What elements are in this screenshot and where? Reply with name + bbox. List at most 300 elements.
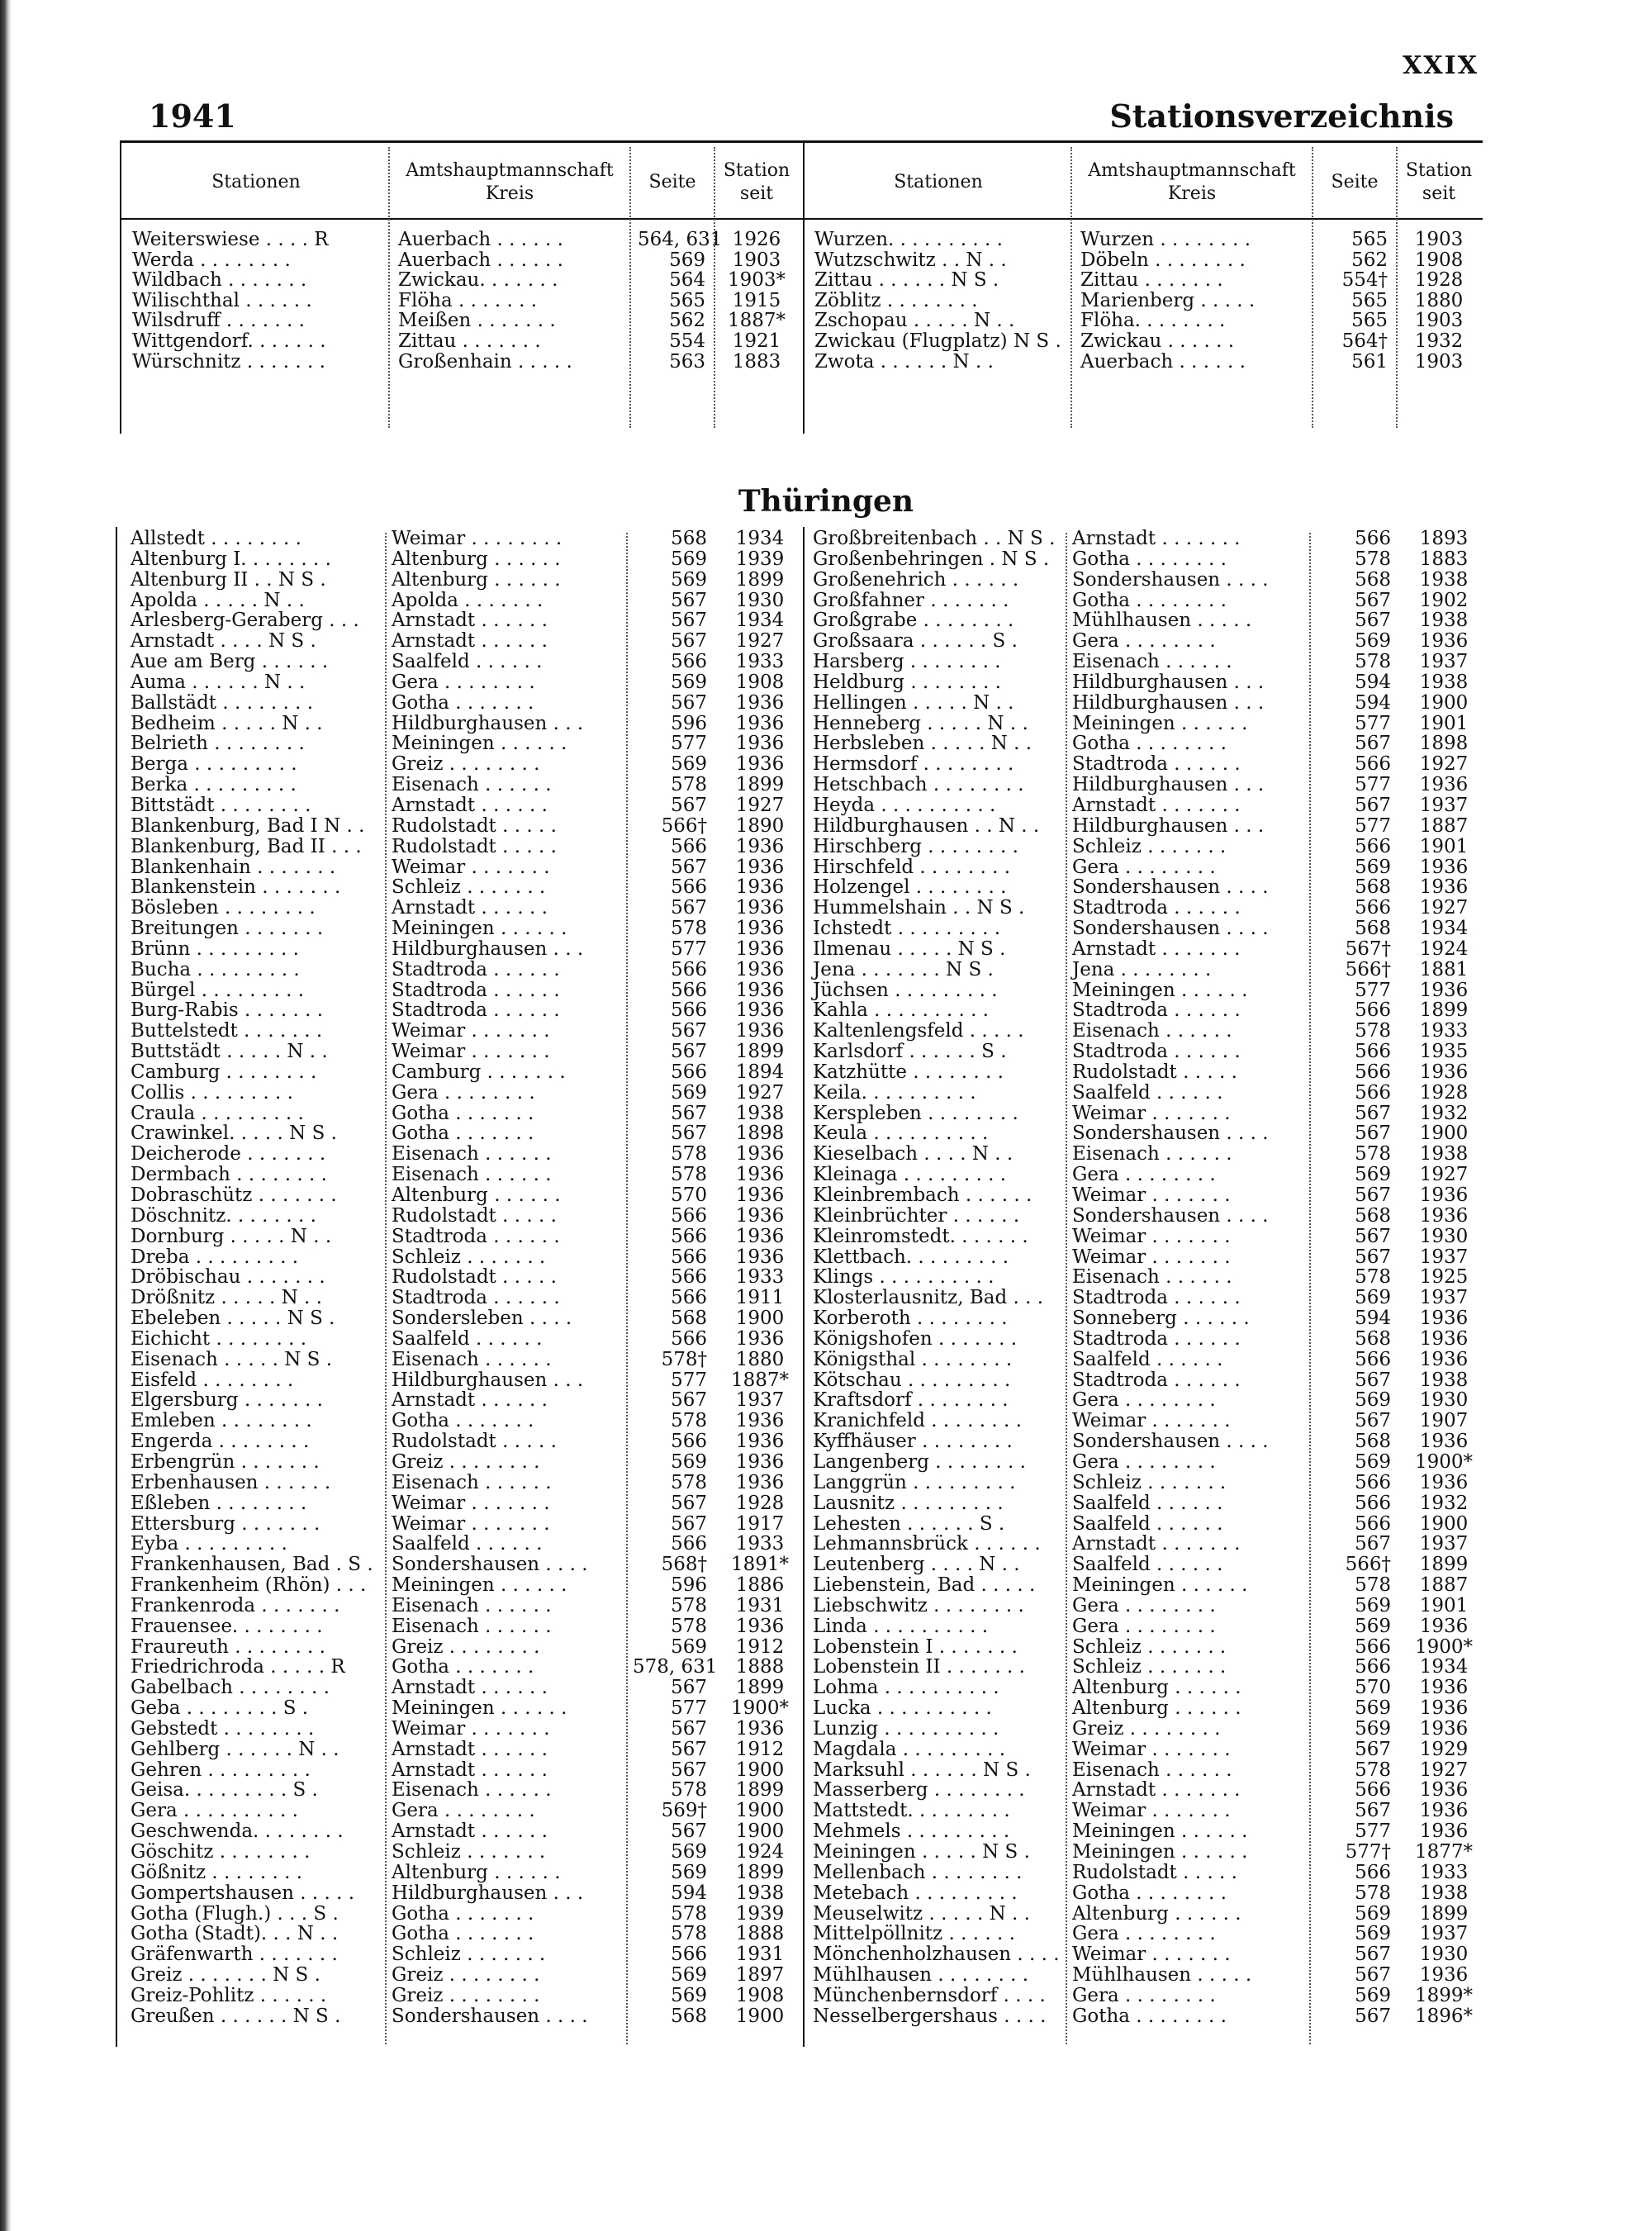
station-seit: 1938 bbox=[735, 1102, 785, 1124]
table-row bbox=[131, 2006, 801, 2027]
station-name: Kerspleben . . . . . . . . bbox=[813, 1102, 1018, 1124]
station-name: Erbengrün . . . . . . . bbox=[131, 1450, 320, 1473]
table-row bbox=[131, 939, 801, 960]
table-row bbox=[131, 1821, 801, 1842]
header-bottom-rule bbox=[120, 218, 1483, 220]
station-seit: 1901 bbox=[1419, 712, 1469, 734]
table-row bbox=[131, 1165, 801, 1185]
thueringen-left-column bbox=[131, 529, 801, 2027]
seite: 577 bbox=[671, 937, 707, 960]
seite: 578 bbox=[671, 1410, 707, 1432]
station-seit: 1936 bbox=[735, 712, 785, 734]
kreis: Altenburg . . . . . . bbox=[1072, 1677, 1241, 1699]
station-name: Lehesten . . . . . . S . bbox=[813, 1512, 1005, 1535]
station-name: Fraureuth . . . . . . . . bbox=[131, 1635, 325, 1658]
station-seit: 1894 bbox=[735, 1061, 785, 1083]
station-seit: 1899 bbox=[735, 1861, 785, 1883]
station-name: Altenburg II . . N S . bbox=[131, 568, 326, 591]
table-row bbox=[813, 1698, 1483, 1719]
seite: 566 bbox=[671, 958, 707, 980]
table-row bbox=[813, 1062, 1483, 1083]
seite: 566 bbox=[1355, 835, 1391, 857]
header-stationen-label: Stationen bbox=[211, 172, 301, 192]
station-seit: 1900 bbox=[735, 1820, 785, 1843]
station-name: Kötschau . . . . . . . . . bbox=[813, 1369, 1011, 1391]
station-name: Linda . . . . . . . . . . bbox=[813, 1615, 989, 1637]
seite: 568 bbox=[1355, 1431, 1391, 1453]
seite: 569† bbox=[661, 1800, 707, 1822]
table-row bbox=[131, 1534, 801, 1555]
station-name: Heyda . . . . . . . . . . bbox=[813, 794, 996, 816]
station-name: Auma . . . . . . N . . bbox=[131, 671, 306, 693]
kreis: Saalfeld . . . . . . bbox=[392, 1327, 543, 1350]
kreis: Greiz . . . . . . . . bbox=[392, 753, 540, 776]
station-name: Eisfeld . . . . . . . . bbox=[131, 1369, 294, 1391]
table-row bbox=[813, 1021, 1483, 1042]
seite: 566 bbox=[1355, 999, 1391, 1022]
station-name: Gößnitz . . . . . . . . bbox=[131, 1861, 303, 1883]
station-seit: 1900 bbox=[735, 1759, 785, 1781]
table-row bbox=[131, 1924, 801, 1944]
station-seit: 1933 bbox=[1419, 1020, 1469, 1042]
seite: 566 bbox=[671, 1204, 707, 1227]
table-row bbox=[131, 570, 801, 591]
kreis: Flöha . . . . . . . bbox=[398, 289, 538, 311]
table-row bbox=[813, 919, 1483, 939]
station-seit: 1925 bbox=[1419, 1266, 1469, 1289]
table-row bbox=[131, 1144, 801, 1165]
station-seit: 1929 bbox=[1419, 1738, 1469, 1760]
seite: 567 bbox=[1355, 794, 1391, 816]
kreis: Eisenach . . . . . . bbox=[392, 1164, 552, 1186]
table-row bbox=[131, 1944, 801, 1965]
station-name: Wurzen. . . . . . . . . . bbox=[814, 229, 1003, 250]
kreis: Meiningen . . . . . . bbox=[1072, 1820, 1248, 1843]
station-name: Herbsleben . . . . . N . . bbox=[813, 733, 1032, 755]
kreis: Schleiz . . . . . . . bbox=[392, 876, 546, 899]
kreis: Arnstadt . . . . . . . bbox=[1072, 1779, 1241, 1801]
station-seit: 1888 bbox=[735, 1923, 785, 1945]
kreis: Sondershausen . . . . bbox=[1072, 1123, 1269, 1145]
station-seit: 1899 bbox=[735, 774, 785, 796]
kreis: Meiningen . . . . . . bbox=[1072, 979, 1248, 1001]
seite: 577 bbox=[1355, 712, 1391, 734]
station-seit: 1937 bbox=[735, 1389, 785, 1412]
seite: 567 bbox=[1355, 1102, 1391, 1124]
seite: 568 bbox=[671, 1308, 707, 1330]
seite: 567† bbox=[1345, 937, 1391, 960]
table-row bbox=[813, 1185, 1483, 1206]
station-seit: 1933 bbox=[735, 1533, 785, 1555]
table-row bbox=[814, 250, 1483, 271]
station-seit: 1891* bbox=[730, 1554, 790, 1576]
table-row bbox=[813, 1740, 1483, 1760]
seite: 567 bbox=[1355, 1225, 1391, 1247]
seite: 564 bbox=[669, 269, 705, 292]
station-name: Greußen . . . . . . N S . bbox=[131, 2005, 341, 2027]
kreis: Gotha . . . . . . . bbox=[392, 1102, 534, 1124]
kreis: Greiz . . . . . . . . bbox=[392, 1984, 540, 2006]
table-row bbox=[814, 331, 1483, 352]
seite: 567 bbox=[671, 1041, 707, 1063]
kreis: Eisenach . . . . . . bbox=[392, 1615, 552, 1637]
seite: 578 bbox=[1355, 1759, 1391, 1781]
table-row bbox=[813, 1227, 1483, 1247]
seite: 566 bbox=[671, 1266, 707, 1289]
table-row bbox=[131, 1083, 801, 1104]
header-amt-line1: Amtshauptmannschaft bbox=[406, 160, 614, 181]
station-name: Meuselwitz . . . . . N . . bbox=[813, 1902, 1030, 1925]
table-row bbox=[131, 1247, 801, 1268]
seite: 567 bbox=[671, 691, 707, 714]
seite: 567 bbox=[1355, 1533, 1391, 1555]
kreis: Stadtroda . . . . . . bbox=[1072, 1041, 1241, 1063]
station-seit: 1938 bbox=[1419, 610, 1469, 632]
seite: 564† bbox=[1341, 330, 1388, 352]
kreis: Eisenach . . . . . . bbox=[392, 1348, 552, 1370]
station-name: Bedheim . . . . . N . . bbox=[131, 712, 323, 734]
station-name: Kahla . . . . . . . . . . bbox=[813, 999, 989, 1022]
station-seit: 1936 bbox=[1419, 1061, 1469, 1083]
page-year: 1941 bbox=[149, 97, 236, 135]
station-name: Zittau . . . . . . N S . bbox=[814, 269, 999, 292]
station-name: Gräfenwarth . . . . . . . bbox=[131, 1944, 338, 1966]
kreis: Gera . . . . . . . . bbox=[392, 1800, 535, 1822]
table-row bbox=[813, 1308, 1483, 1329]
table-row bbox=[131, 816, 801, 837]
seite: 568 bbox=[671, 528, 707, 549]
station-name: Eisenach . . . . . N S . bbox=[131, 1348, 333, 1370]
kreis: Gera . . . . . . . . bbox=[1072, 1923, 1216, 1945]
seite: 566 bbox=[671, 835, 707, 857]
seite: 578 bbox=[671, 918, 707, 940]
seite: 569 bbox=[671, 1984, 707, 2006]
station-name: Dreba . . . . . . . . . bbox=[131, 1246, 299, 1268]
station-name: Buttstädt . . . . . N . . bbox=[131, 1041, 328, 1063]
seite: 567 bbox=[671, 1738, 707, 1760]
table-row bbox=[813, 960, 1483, 980]
table-row bbox=[813, 1821, 1483, 1842]
seite: 577 bbox=[1355, 979, 1391, 1001]
station-name: Karlsdorf . . . . . . S . bbox=[813, 1041, 1007, 1063]
station-seit: 1937 bbox=[1419, 651, 1469, 673]
station-seit: 1900* bbox=[1414, 1450, 1474, 1473]
kreis: Hildburghausen . . . bbox=[1072, 691, 1265, 714]
station-seit: 1880 bbox=[735, 1348, 785, 1370]
station-name: Zöblitz . . . . . . . . bbox=[814, 289, 978, 311]
table-row bbox=[131, 693, 801, 714]
kreis: Saalfeld . . . . . . bbox=[1072, 1348, 1223, 1370]
table-row bbox=[131, 1308, 801, 1329]
table-row bbox=[813, 877, 1483, 898]
table-row bbox=[813, 591, 1483, 611]
table-row bbox=[131, 1431, 801, 1452]
station-name: Berka . . . . . . . . . bbox=[131, 774, 297, 796]
seite: 569 bbox=[669, 249, 705, 271]
kreis: Arnstadt . . . . . . bbox=[392, 1759, 548, 1781]
kreis: Rudolstadt . . . . . bbox=[1072, 1861, 1237, 1883]
seite: 578, 631 bbox=[633, 1656, 718, 1678]
table-row bbox=[814, 352, 1483, 373]
seite: 577 bbox=[671, 1697, 707, 1720]
table-row bbox=[131, 1104, 801, 1124]
table-row bbox=[813, 1514, 1483, 1535]
seite: 569 bbox=[1355, 1923, 1391, 1945]
seite: 554† bbox=[1341, 269, 1388, 292]
seite: 567 bbox=[671, 1677, 707, 1699]
seite: 569 bbox=[671, 671, 707, 693]
station-seit: 1877* bbox=[1414, 1841, 1474, 1863]
station-seit: 1936 bbox=[735, 1431, 785, 1453]
station-name: Lunzig . . . . . . . . . . bbox=[813, 1717, 999, 1740]
seite: 569 bbox=[671, 753, 707, 776]
kreis: Weimar . . . . . . . . bbox=[392, 528, 563, 549]
seite: 568 bbox=[1355, 568, 1391, 591]
section-title-thueringen: Thüringen bbox=[738, 484, 914, 519]
kreis: Schleiz . . . . . . . bbox=[1072, 835, 1227, 857]
seite: 569 bbox=[671, 1450, 707, 1473]
table-row bbox=[813, 733, 1483, 754]
table-row bbox=[131, 1473, 801, 1493]
station-seit: 1936 bbox=[735, 1717, 785, 1740]
kreis: Sonneberg . . . . . . bbox=[1072, 1308, 1250, 1330]
station-name: Holzengel . . . . . . . . bbox=[813, 876, 1007, 899]
table-row bbox=[131, 529, 801, 549]
table-row bbox=[813, 1780, 1483, 1801]
kreis: Schleiz . . . . . . . bbox=[392, 1841, 546, 1863]
seite: 568 bbox=[1355, 1327, 1391, 1350]
kreis: Gotha . . . . . . . . bbox=[1072, 1882, 1227, 1904]
station-seit: 1936 bbox=[735, 1450, 785, 1473]
station-name: Greiz-Pohlitz . . . . . . bbox=[131, 1984, 327, 2006]
station-seit: 1900 bbox=[735, 1800, 785, 1822]
station-name: Langgrün . . . . . . . . . bbox=[813, 1471, 1016, 1493]
kreis: Camburg . . . . . . . bbox=[392, 1061, 566, 1083]
station-seit: 1937 bbox=[1419, 794, 1469, 816]
kreis: Meiningen . . . . . . bbox=[392, 918, 567, 940]
station-name: Bösleben . . . . . . . . bbox=[131, 897, 316, 919]
station-name: Dröbischau . . . . . . . bbox=[131, 1266, 325, 1289]
station-name: Geisa. . . . . . . . . S . bbox=[131, 1779, 318, 1801]
station-seit: 1934 bbox=[1419, 918, 1469, 940]
station-name: Emleben . . . . . . . . bbox=[131, 1410, 312, 1432]
table-row bbox=[813, 1123, 1483, 1144]
seite: 594 bbox=[1355, 1308, 1391, 1330]
seite: 567 bbox=[671, 630, 707, 653]
table-row bbox=[813, 1431, 1483, 1452]
station-seit: 1937 bbox=[1419, 1533, 1469, 1555]
station-name: Burg-Rabis . . . . . . . bbox=[131, 999, 323, 1022]
seite: 566† bbox=[661, 814, 707, 837]
station-name: Gehlberg . . . . . . N . . bbox=[131, 1738, 339, 1760]
seite: 567 bbox=[1355, 1410, 1391, 1432]
station-name: Dornburg . . . . . N . . bbox=[131, 1225, 332, 1247]
kreis: Altenburg . . . . . . bbox=[1072, 1697, 1241, 1720]
station-seit: 1936 bbox=[735, 753, 785, 776]
station-name: Katzhütte . . . . . . . . bbox=[813, 1061, 1004, 1083]
kreis: Auerbach . . . . . . bbox=[398, 229, 563, 250]
seite: 578 bbox=[1355, 1143, 1391, 1165]
station-seit: 1939 bbox=[735, 1902, 785, 1925]
seite: 568† bbox=[661, 1554, 707, 1576]
table-row bbox=[813, 1144, 1483, 1165]
table-row bbox=[813, 570, 1483, 591]
seite: 566 bbox=[671, 1533, 707, 1555]
seite: 569 bbox=[1355, 1389, 1391, 1412]
seite: 566 bbox=[671, 651, 707, 673]
table-row bbox=[813, 1657, 1483, 1678]
station-seit: 1936 bbox=[1419, 1204, 1469, 1227]
station-name: Lobenstein I . . . . . . . bbox=[813, 1635, 1018, 1658]
station-seit: 1937 bbox=[1419, 1246, 1469, 1268]
station-name: Königshofen . . . . . . . bbox=[813, 1327, 1018, 1350]
station-seit: 1930 bbox=[735, 589, 785, 611]
seite: 578 bbox=[671, 1615, 707, 1637]
kreis: Eisenach . . . . . . bbox=[1072, 651, 1232, 673]
table-row bbox=[813, 1555, 1483, 1575]
table-row bbox=[814, 291, 1483, 311]
seite: 566 bbox=[1355, 1492, 1391, 1514]
table-row bbox=[813, 1390, 1483, 1411]
seite: 567 bbox=[1355, 1246, 1391, 1268]
kreis: Hildburghausen . . . bbox=[1072, 814, 1265, 837]
station-name: Ballstädt . . . . . . . . bbox=[131, 691, 314, 714]
table-row bbox=[813, 1863, 1483, 1883]
thueringen-right-column bbox=[813, 529, 1483, 2027]
seite: 567 bbox=[671, 856, 707, 878]
station-name: Leutenberg . . . . N . . bbox=[813, 1554, 1020, 1576]
kreis: Gotha . . . . . . . bbox=[392, 1123, 534, 1145]
station-name: Drößnitz . . . . . N . . bbox=[131, 1287, 322, 1309]
table-row bbox=[131, 1616, 801, 1637]
table-row bbox=[131, 1452, 801, 1473]
station-seit: 1936 bbox=[1419, 979, 1469, 1001]
table-row bbox=[813, 754, 1483, 775]
frame-left-line bbox=[116, 527, 117, 2047]
station-seit: 1903 bbox=[732, 249, 781, 271]
seite: 566 bbox=[1355, 1471, 1391, 1493]
table-row bbox=[131, 1965, 801, 1986]
table-row bbox=[813, 631, 1483, 652]
station-seit: 1901 bbox=[1419, 1594, 1469, 1616]
station-seit: 1938 bbox=[735, 1882, 785, 1904]
station-name: Langenberg . . . . . . . . bbox=[813, 1450, 1026, 1473]
scan-edge bbox=[0, 0, 12, 2231]
table-row bbox=[131, 1185, 801, 1206]
station-name: Jena . . . . . . . N S . bbox=[813, 958, 994, 980]
kreis: Hildburghausen . . . bbox=[392, 937, 584, 960]
station-seit: 1936 bbox=[1419, 856, 1469, 878]
seite: 566† bbox=[1345, 1554, 1391, 1576]
station-seit: 1936 bbox=[735, 856, 785, 878]
seite: 596 bbox=[671, 712, 707, 734]
station-name: Kleinbrüchter . . . . . . bbox=[813, 1204, 1020, 1227]
table-row bbox=[131, 857, 801, 878]
kreis: Sondershausen . . . . bbox=[1072, 918, 1269, 940]
station-seit: 1893 bbox=[1419, 528, 1469, 549]
table-row bbox=[813, 1083, 1483, 1104]
station-seit: 1936 bbox=[1419, 774, 1469, 796]
seite: 567 bbox=[671, 1512, 707, 1535]
kreis: Eisenach . . . . . . bbox=[392, 774, 552, 796]
station-name: Zwota . . . . . . N . . bbox=[814, 350, 994, 373]
table-row bbox=[813, 1452, 1483, 1473]
seite: 568 bbox=[1355, 1204, 1391, 1227]
seite: 561 bbox=[1351, 350, 1388, 373]
kreis: Saalfeld . . . . . . bbox=[1072, 1554, 1223, 1576]
kreis: Gotha . . . . . . . . bbox=[1072, 2005, 1227, 2027]
station-name: Liebschwitz . . . . . . . . bbox=[813, 1594, 1024, 1616]
station-name: Kieselbach . . . . N . . bbox=[813, 1143, 1014, 1165]
table-row bbox=[132, 270, 801, 291]
station-name: Frauensee. . . . . . . . bbox=[131, 1615, 323, 1637]
station-name: Hermsdorf . . . . . . . . bbox=[813, 753, 1014, 776]
station-name: Blankenhain . . . . . . . bbox=[131, 856, 336, 878]
table-row bbox=[131, 1904, 801, 1925]
seite: 569 bbox=[1355, 1902, 1391, 1925]
table-row bbox=[131, 1493, 801, 1514]
station-seit: 1936 bbox=[735, 733, 785, 755]
kreis: Arnstadt . . . . . . bbox=[392, 630, 548, 653]
kreis: Stadtroda . . . . . . bbox=[392, 999, 560, 1022]
table-row bbox=[813, 529, 1483, 549]
station-name: Engerda . . . . . . . . bbox=[131, 1431, 310, 1453]
table-row bbox=[813, 1904, 1483, 1925]
station-seit: 1932 bbox=[1419, 1492, 1469, 1514]
table-row bbox=[131, 1678, 801, 1698]
station-seit: 1938 bbox=[1419, 1882, 1469, 1904]
station-name: Allstedt . . . . . . . . bbox=[131, 528, 301, 549]
kreis: Schleiz . . . . . . . bbox=[392, 1944, 546, 1966]
station-name: Gehren . . . . . . . . . bbox=[131, 1759, 311, 1781]
table-row bbox=[131, 1657, 801, 1678]
station-seit: 1936 bbox=[1419, 1184, 1469, 1206]
kreis: Gotha . . . . . . . . bbox=[1072, 733, 1227, 755]
station-name: Großenbehringen . N S . bbox=[813, 548, 1050, 570]
kreis: Arnstadt . . . . . . bbox=[392, 1738, 548, 1760]
header-station-right bbox=[1398, 147, 1480, 218]
kreis: Arnstadt . . . . . . bbox=[392, 1677, 548, 1699]
station-seit: 1939 bbox=[735, 548, 785, 570]
seite: 569 bbox=[671, 1841, 707, 1863]
station-seit: 1881 bbox=[1419, 958, 1469, 980]
station-name: Mönchenholzhausen . . . . bbox=[813, 1944, 1060, 1966]
station-name: Henneberg . . . . . N . . bbox=[813, 712, 1028, 734]
station-seit: 1897 bbox=[735, 1964, 785, 1987]
table-row bbox=[813, 1493, 1483, 1514]
kreis: Weimar . . . . . . . bbox=[1072, 1738, 1231, 1760]
seite: 566 bbox=[1355, 1348, 1391, 1370]
station-seit: 1933 bbox=[1419, 1861, 1469, 1883]
table-row bbox=[131, 837, 801, 857]
table-row bbox=[132, 291, 801, 311]
station-name: Wildbach . . . . . . . bbox=[132, 269, 307, 292]
seite: 567 bbox=[671, 1102, 707, 1124]
kreis: Altenburg . . . . . . bbox=[1072, 1902, 1241, 1925]
station-seit: 1936 bbox=[735, 1020, 785, 1042]
kreis: Rudolstadt . . . . . bbox=[392, 814, 557, 837]
seite: 569 bbox=[1355, 1984, 1391, 2006]
station-seit: 1927 bbox=[735, 1081, 785, 1104]
kreis: Hildburghausen . . . bbox=[392, 1369, 584, 1391]
seite: 566 bbox=[1355, 897, 1391, 919]
seite: 578 bbox=[671, 1143, 707, 1165]
kreis: Sondershausen . . . . bbox=[1072, 568, 1269, 591]
table-row bbox=[813, 775, 1483, 795]
seite: 566 bbox=[1355, 1081, 1391, 1104]
seite: 563 bbox=[669, 350, 705, 373]
kreis: Gotha . . . . . . . bbox=[392, 1923, 534, 1945]
